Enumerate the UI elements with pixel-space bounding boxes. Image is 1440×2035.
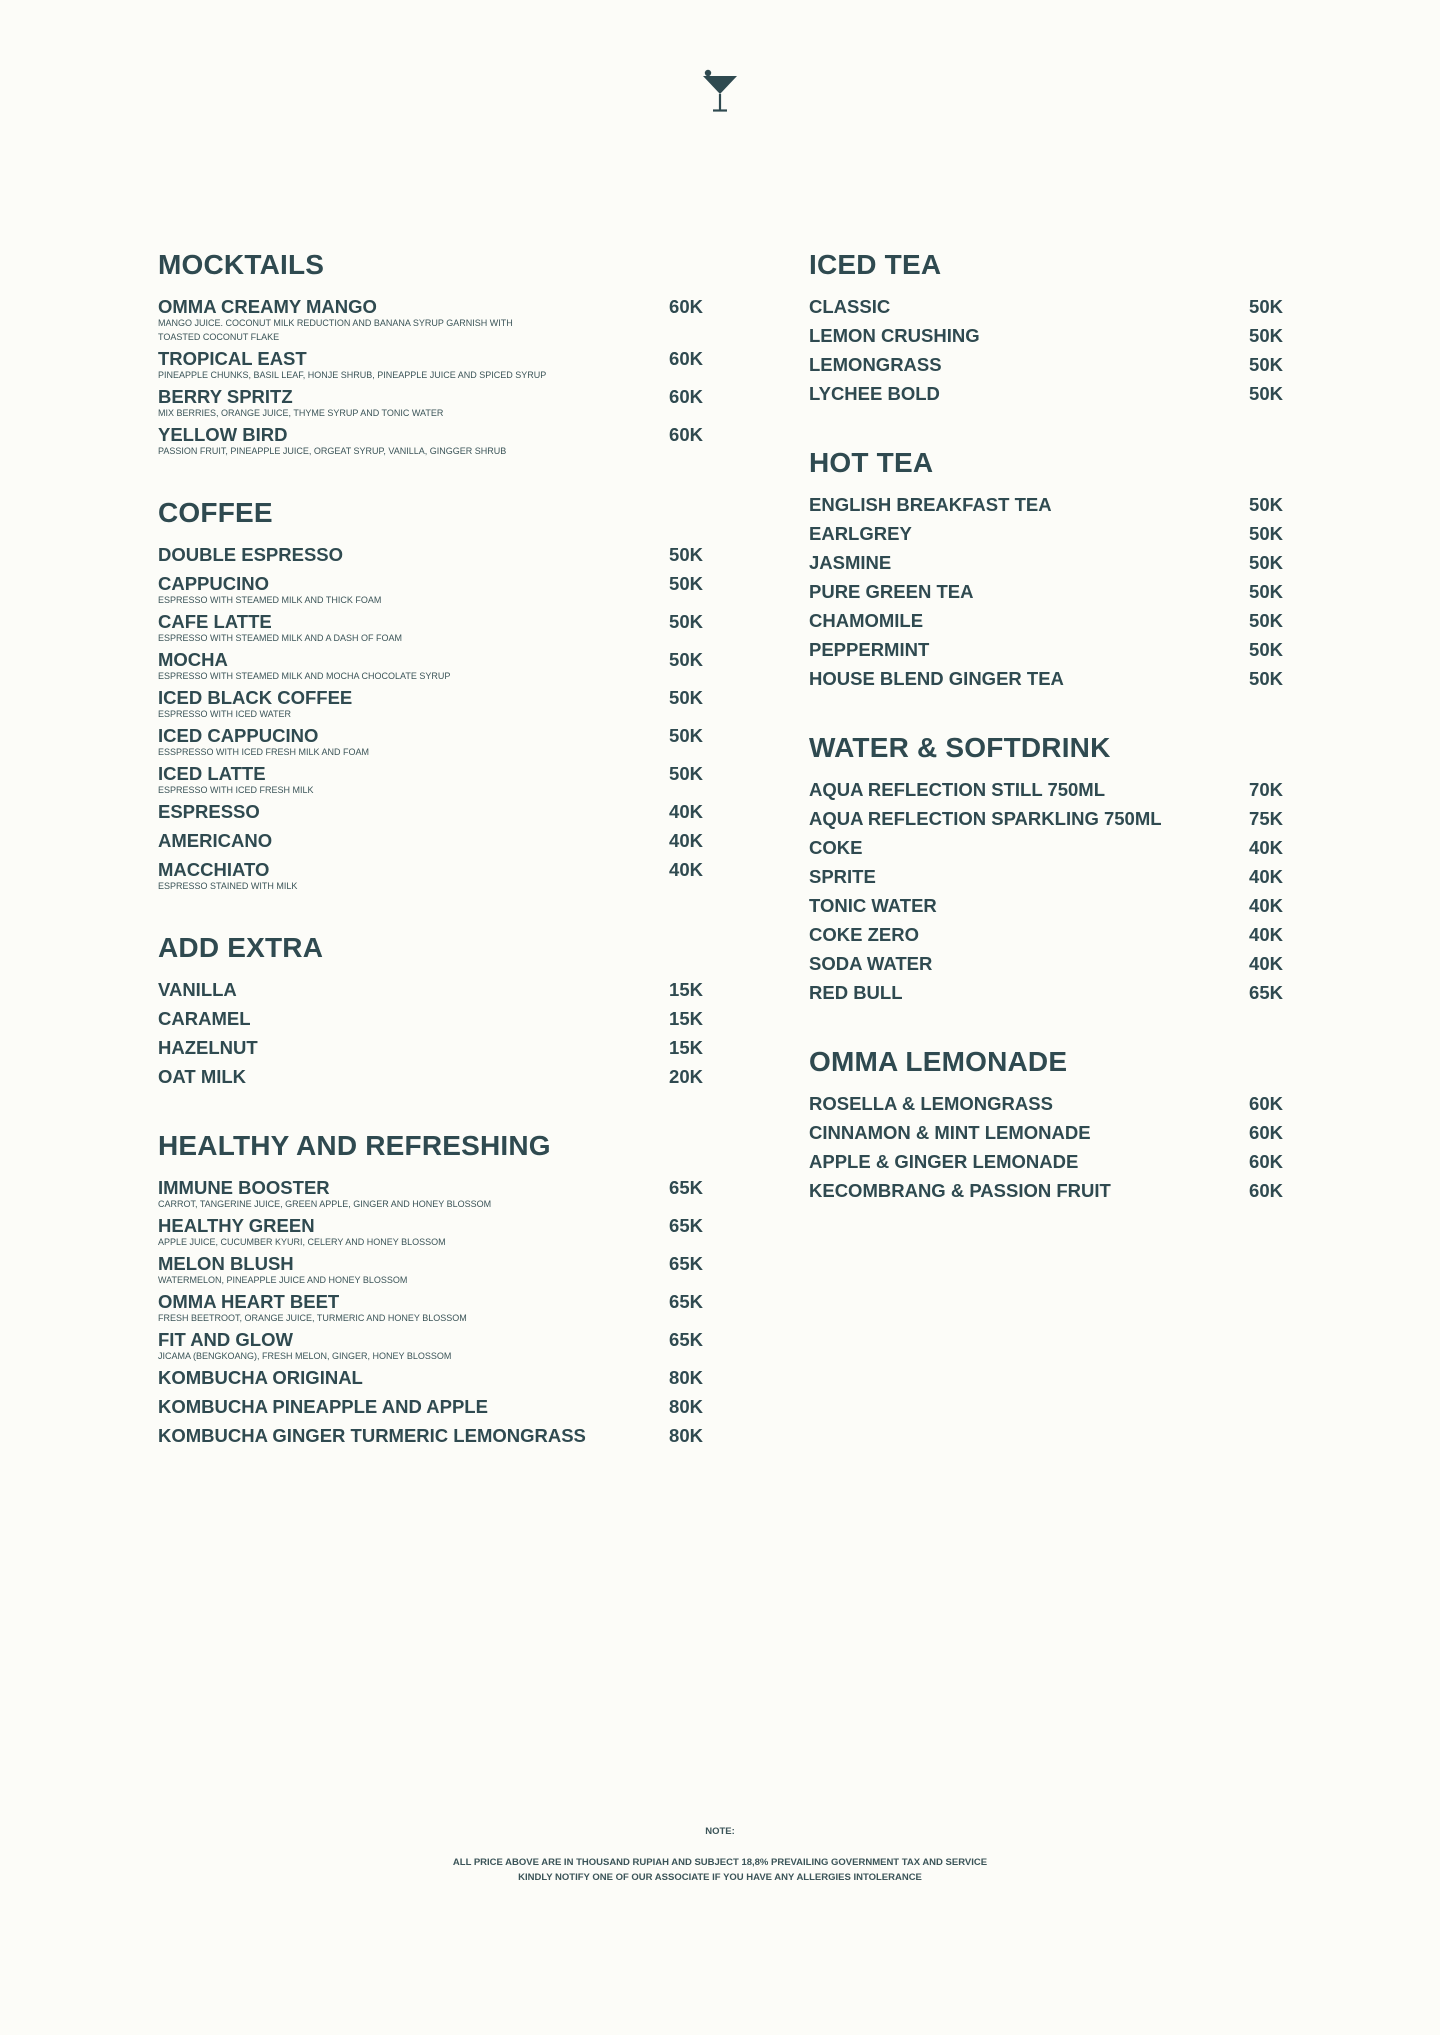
item-price: 60K: [669, 424, 703, 445]
section-title: WATER & SOFTDRINK: [809, 732, 1111, 763]
item-name: KOMBUCHA GINGER TURMERIC LEMONGRASS: [158, 1425, 586, 1446]
section-title: MOCKTAILS: [158, 249, 325, 280]
item-price: 60K: [1249, 1180, 1283, 1201]
menu-item: [809, 804, 1283, 833]
item-price: 15K: [669, 1008, 703, 1029]
menu-item: [809, 490, 1283, 519]
item-price: 50K: [1249, 581, 1283, 602]
item-price: 15K: [669, 1037, 703, 1058]
menu-section: [809, 1043, 1283, 1205]
menu-item: [158, 1287, 703, 1325]
item-name: CAPPUCINO: [158, 573, 270, 594]
item-price: 50K: [1249, 383, 1283, 404]
menu-item: [809, 949, 1283, 978]
menu-item: [809, 775, 1283, 804]
section-title: ICED TEA: [809, 249, 942, 280]
menu-item: [158, 1363, 703, 1392]
item-name: ICED CAPPUCINO: [158, 725, 319, 746]
item-name: AMERICANO: [158, 830, 273, 851]
menu-item: [809, 664, 1283, 693]
right-menu-column: [809, 246, 1283, 1241]
item-price: 40K: [669, 830, 703, 851]
item-price: 60K: [669, 386, 703, 407]
section-title: HEALTHY AND REFRESHING: [158, 1130, 551, 1161]
item-name: IMMUNE BOOSTER: [158, 1177, 330, 1198]
left-menu-column: [158, 246, 703, 1486]
item-price: 40K: [669, 859, 703, 880]
item-description: MANGO JUICE. COCONUT MILK REDUCTION AND BANANA SYRUP GARNISH WITH TOASTED COCONUT FLAKE: [158, 318, 513, 342]
menu-item: [158, 1421, 703, 1450]
item-name: CINNAMON & MINT LEMONADE: [809, 1122, 1091, 1143]
item-price: 50K: [1249, 639, 1283, 660]
item-name: ICED BLACK COFFEE: [158, 687, 353, 708]
note-tax-line: ALL PRICE ABOVE ARE IN THOUSAND RUPIAH AND SUBJECT 18,8% PREVAILING GOVERNMENT TAX AND SERVICE: [452, 1857, 988, 1868]
menu-item: [809, 379, 1283, 408]
item-price: 50K: [1249, 494, 1283, 515]
menu-section: [158, 246, 703, 458]
menu-item: [809, 548, 1283, 577]
menu-item: [158, 1004, 703, 1033]
item-description: MIX BERRIES, ORANGE JUICE, THYME SYRUP AND TONIC WATER: [158, 408, 444, 418]
item-price: 50K: [669, 649, 703, 670]
item-price: 80K: [669, 1367, 703, 1388]
item-name: PEPPERMINT: [809, 639, 930, 660]
item-price: 50K: [669, 611, 703, 632]
item-price: 65K: [669, 1329, 703, 1350]
item-name: TONIC WATER: [809, 895, 937, 916]
item-name: CAFE LATTE: [158, 611, 272, 632]
item-description: ESPRESSO WITH STEAMED MILK AND A DASH OF FOAM: [158, 633, 403, 643]
item-price: 75K: [1249, 808, 1283, 829]
item-description: ESPRESSO WITH ICED FRESH MILK: [158, 785, 314, 795]
item-price: 65K: [669, 1215, 703, 1236]
item-price: 50K: [1249, 296, 1283, 317]
item-price: 50K: [1249, 552, 1283, 573]
menu-item: [158, 683, 703, 721]
section-title: ADD EXTRA: [158, 932, 324, 963]
item-price: 20K: [669, 1066, 703, 1087]
item-price: 65K: [669, 1177, 703, 1198]
menu-section: [809, 444, 1283, 693]
menu-section: [158, 494, 703, 893]
item-name: ICED LATTE: [158, 763, 266, 784]
item-price: 60K: [1249, 1093, 1283, 1114]
item-name: LYCHEE BOLD: [809, 383, 940, 404]
item-name: ESPRESSO: [158, 801, 260, 822]
item-price: 40K: [1249, 837, 1283, 858]
section-title: HOT TEA: [809, 447, 934, 478]
menu-item: [809, 292, 1283, 321]
menu-item: [809, 577, 1283, 606]
menu-section: [158, 929, 703, 1091]
menu-item: [158, 975, 703, 1004]
menu-item: [158, 1392, 703, 1421]
item-name: ENGLISH BREAKFAST TEA: [809, 494, 1052, 515]
item-price: 40K: [1249, 924, 1283, 945]
menu-item: [158, 645, 703, 683]
item-price: 50K: [1249, 610, 1283, 631]
item-name: HAZELNUT: [158, 1037, 258, 1058]
menu-item: [809, 1147, 1283, 1176]
item-name: AQUA REFLECTION SPARKLING 750ML: [809, 808, 1162, 829]
item-name: FIT AND GLOW: [158, 1329, 293, 1350]
item-name: MOCHA: [158, 649, 228, 670]
item-price: 40K: [1249, 953, 1283, 974]
item-name: ROSELLA & LEMONGRASS: [809, 1093, 1053, 1114]
cocktail-glass-icon: [700, 68, 740, 114]
section-title: COFFEE: [158, 497, 273, 528]
item-description: PINEAPPLE CHUNKS, BASIL LEAF, HONJE SHRUB, PINEAPPLE JUICE AND SPICED SYRUP: [158, 370, 547, 380]
item-name: OAT MILK: [158, 1066, 247, 1087]
item-description: ESPRESSO STAINED WITH MILK: [158, 881, 298, 891]
item-description: CARROT, TANGERINE JUICE, GREEN APPLE, GINGER AND HONEY BLOSSOM: [158, 1199, 492, 1209]
menu-item: [809, 833, 1283, 862]
item-price: 60K: [669, 296, 703, 317]
menu-item: [158, 540, 703, 569]
item-name: KECOMBRANG & PASSION FRUIT: [809, 1180, 1111, 1201]
item-name: CHAMOMILE: [809, 610, 924, 631]
item-name: DOUBLE ESPRESSO: [158, 544, 344, 565]
menu-item: [809, 862, 1283, 891]
item-price: 50K: [669, 725, 703, 746]
item-name: VANILLA: [158, 979, 237, 1000]
item-name: CLASSIC: [809, 296, 891, 317]
item-price: 40K: [1249, 895, 1283, 916]
menu-item: [809, 920, 1283, 949]
menu-item: [158, 1033, 703, 1062]
item-price: 60K: [1249, 1151, 1283, 1172]
menu-item: [809, 1089, 1283, 1118]
menu-note: [0, 1826, 1440, 1885]
menu-item: [158, 607, 703, 645]
item-price: 65K: [669, 1253, 703, 1274]
item-price: 65K: [1249, 982, 1283, 1003]
item-name: CARAMEL: [158, 1008, 251, 1029]
item-price: 50K: [669, 763, 703, 784]
item-name: OMMA CREAMY MANGO: [158, 296, 377, 317]
item-name: HOUSE BLEND GINGER TEA: [809, 668, 1064, 689]
menu-item: [809, 1176, 1283, 1205]
menu-item: [158, 797, 703, 826]
item-name: COKE ZERO: [809, 924, 919, 945]
item-price: 50K: [669, 544, 703, 565]
item-name: YELLOW BIRD: [158, 424, 288, 445]
item-name: MACCHIATO: [158, 859, 270, 880]
menu-item: [809, 606, 1283, 635]
item-price: 50K: [1249, 325, 1283, 346]
item-price: 40K: [669, 801, 703, 822]
item-name: KOMBUCHA ORIGINAL: [158, 1367, 363, 1388]
section-title: OMMA LEMONADE: [809, 1046, 1068, 1077]
item-name: OMMA HEART BEET: [158, 1291, 340, 1312]
item-price: 70K: [1249, 779, 1283, 800]
item-name: LEMONGRASS: [809, 354, 942, 375]
item-price: 60K: [1249, 1122, 1283, 1143]
item-name: AQUA REFLECTION STILL 750ML: [809, 779, 1106, 800]
menu-item: [158, 292, 703, 344]
item-description: ESSPRESSO WITH ICED FRESH MILK AND FOAM: [158, 747, 370, 757]
item-name: HEALTHY GREEN: [158, 1215, 315, 1236]
menu-item: [158, 1325, 703, 1363]
menu-item: [158, 569, 703, 607]
menu-section: [809, 246, 1283, 408]
item-name: COKE: [809, 837, 863, 858]
item-price: 80K: [669, 1396, 703, 1417]
menu-item: [809, 635, 1283, 664]
item-name: LEMON CRUSHING: [809, 325, 980, 346]
item-description: APPLE JUICE, CUCUMBER KYURI, CELERY AND HONEY BLOSSOM: [158, 1237, 446, 1247]
item-price: 50K: [1249, 354, 1283, 375]
menu-item: [158, 344, 703, 382]
item-price: 50K: [1249, 668, 1283, 689]
note-allergy-line: KINDLY NOTIFY ONE OF OUR ASSOCIATE IF YOU HAVE ANY ALLERGIES INTOLERANCE: [518, 1872, 922, 1883]
item-name: SODA WATER: [809, 953, 933, 974]
menu-section: [809, 729, 1283, 1007]
item-price: 50K: [1249, 523, 1283, 544]
menu-item: [158, 382, 703, 420]
item-name: EARLGREY: [809, 523, 912, 544]
menu-item: [809, 978, 1283, 1007]
menu-item: [809, 891, 1283, 920]
menu-item: [158, 1211, 703, 1249]
item-price: 40K: [1249, 866, 1283, 887]
item-price: 50K: [669, 687, 703, 708]
item-description: PASSION FRUIT, PINEAPPLE JUICE, ORGEAT SYRUP, VANILLA, GINGGER SHRUB: [158, 446, 507, 456]
item-price: 65K: [669, 1291, 703, 1312]
menu-item: [158, 759, 703, 797]
item-description: ESPRESSO WITH STEAMED MILK AND MOCHA CHOCOLATE SYRUP: [158, 671, 451, 681]
item-name: TROPICAL EAST: [158, 348, 307, 369]
item-description: JICAMA (BENGKOANG), FRESH MELON, GINGER, HONEY BLOSSOM: [158, 1351, 452, 1361]
item-price: 80K: [669, 1425, 703, 1446]
item-name: MELON BLUSH: [158, 1253, 294, 1274]
item-description: WATERMELON, PINEAPPLE JUICE AND HONEY BLOSSOM: [158, 1275, 408, 1285]
menu-item: [809, 321, 1283, 350]
item-name: APPLE & GINGER LEMONADE: [809, 1151, 1079, 1172]
menu-item: [158, 826, 703, 855]
menu-item: [809, 1118, 1283, 1147]
item-description: ESPRESSO WITH ICED WATER: [158, 709, 292, 719]
note-label: NOTE:: [705, 1826, 735, 1837]
menu-item: [158, 1249, 703, 1287]
menu-item: [809, 519, 1283, 548]
item-price: 50K: [669, 573, 703, 594]
menu-item: [158, 1062, 703, 1091]
item-name: BERRY SPRITZ: [158, 386, 293, 407]
menu-item: [158, 420, 703, 458]
menu-item: [158, 721, 703, 759]
item-name: KOMBUCHA PINEAPPLE AND APPLE: [158, 1396, 488, 1417]
item-name: RED BULL: [809, 982, 903, 1003]
item-price: 60K: [669, 348, 703, 369]
item-name: SPRITE: [809, 866, 876, 887]
item-description: ESPRESSO WITH STEAMED MILK AND THICK FOAM: [158, 595, 382, 605]
menu-item: [158, 855, 703, 893]
menu-section: [158, 1127, 703, 1450]
menu-item: [158, 1173, 703, 1211]
item-name: JASMINE: [809, 552, 892, 573]
menu-item: [809, 350, 1283, 379]
item-description: FRESH BEETROOT, ORANGE JUICE, TURMERIC AND HONEY BLOSSOM: [158, 1313, 467, 1323]
item-price: 15K: [669, 979, 703, 1000]
item-name: PURE GREEN TEA: [809, 581, 974, 602]
